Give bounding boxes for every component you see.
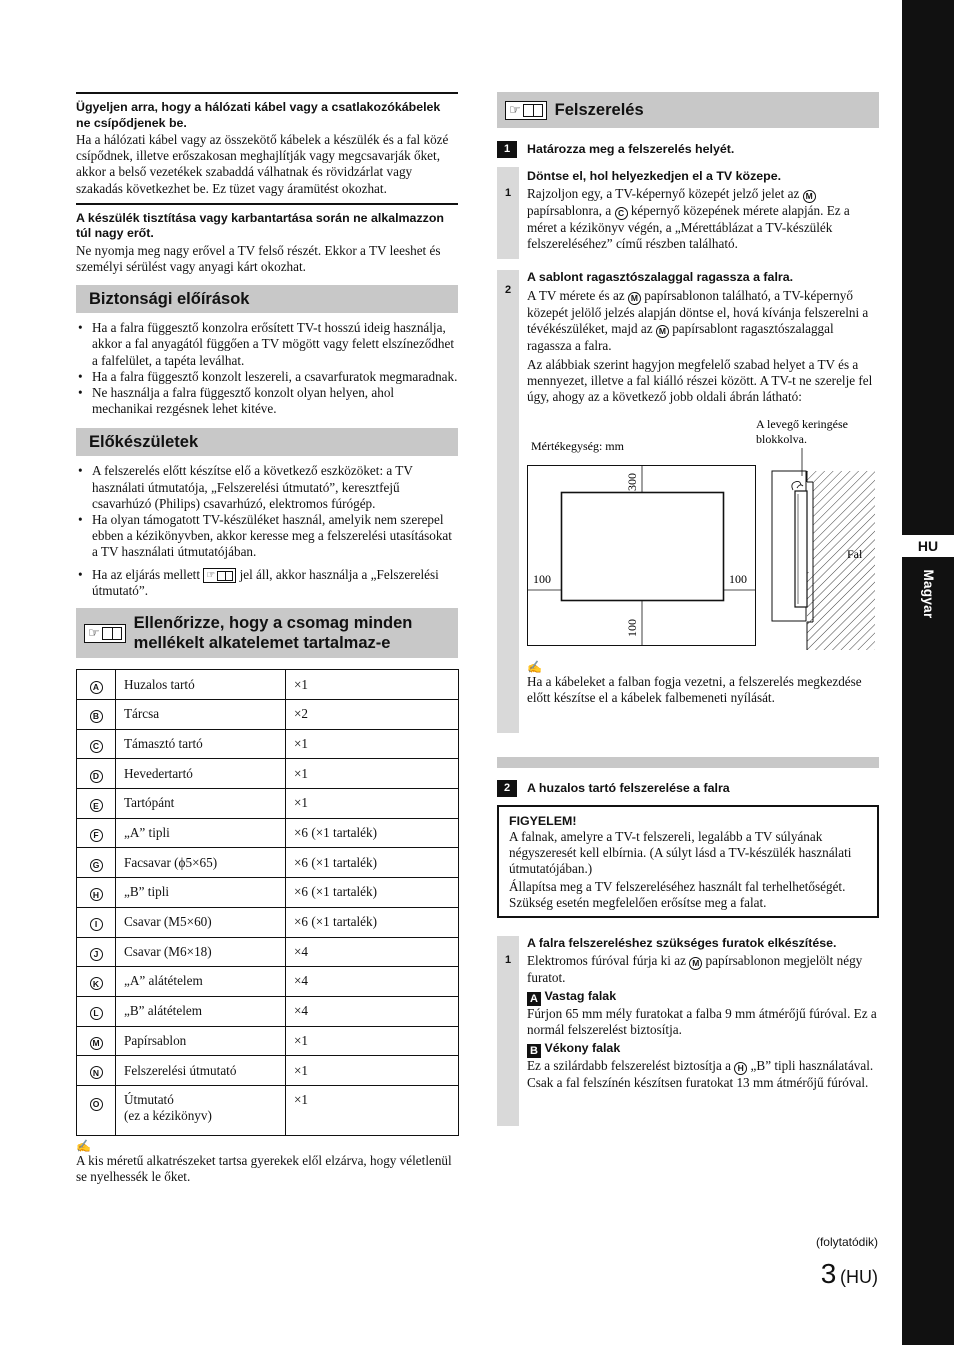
thin-wall-text: Ez a szilárdabb felszerelést biztosítja a H „B” tipli használatával. Csak a fal felszínén készítsen furatokat 13 mm átmérőjű fúróval.: [527, 1058, 874, 1091]
substep-text: A TV mérete és az M papírsablonon található, a TV-képernyő közepét jelölő jelzés alapján döntse el, hová kívánja felszerelni a tévékészüléket, majd az M papírsablont ragasztószalaggal ragassza a falra.: [527, 288, 869, 353]
part-letter: K: [77, 967, 116, 997]
part-letter: I: [77, 907, 116, 937]
part-letter: H: [77, 878, 116, 908]
part-quantity: ×1: [286, 1056, 459, 1086]
unit-label: Mértékegység: mm: [531, 438, 624, 453]
wall-label: Fal: [847, 546, 863, 561]
table-row: [77, 937, 459, 967]
table-row: [77, 848, 459, 878]
dim-right: 100: [729, 571, 747, 586]
part-letter: C: [77, 729, 116, 759]
part-quantity: ×2: [286, 700, 459, 730]
part-name: Támasztó tartó: [116, 729, 286, 759]
part-quantity: ×4: [286, 996, 459, 1026]
step-1-title: Határozza meg a felszerelés helyét.: [527, 142, 735, 156]
section-divider: [497, 757, 879, 768]
preparation-list: [76, 463, 458, 599]
continued-label: (folytatódik): [815, 1235, 878, 1249]
substep-number: 2: [504, 284, 512, 296]
part-name: „A” alátételem: [116, 967, 286, 997]
safety-heading: Biztonsági előírások: [76, 285, 458, 313]
icon-item-text-before: Ha az eljárás mellett: [92, 566, 201, 582]
thin-wall-heading: B Vékony falak: [527, 1040, 879, 1058]
list-item: • Ha a falra függesztő konzolra erősített TV-t hosszú ideig használja, akkor a fal anyagától függően a TV mögött vagy felett elszíneződhet a falfelület, a tapéta leválhat.: [76, 320, 458, 369]
cleaning-warning-body: Ne nyomja meg nagy erővel a TV felső részét. Ekkor a TV leeshet és személyi sérülést vagy anyagi kárt okozhat.: [76, 242, 441, 275]
substep-title: Döntse el, hol helyezkedjen el a TV közepe.: [527, 169, 782, 183]
part-name: Csavar (M6×18): [116, 937, 286, 967]
part-letter: L: [77, 996, 116, 1026]
part-letter: E: [77, 789, 116, 819]
clearance-text: Az alábbiak szerint hagyjon megfelelő szabad helyet a TV és a mennyezet, illetve a fal kiálló részei között. A TV-t ne szerelje fel úgy, ahogy az a következő jobb oldali ábrán látható:: [527, 356, 873, 405]
part-quantity: ×1: [286, 789, 459, 819]
part-quantity: ×6 (×1 tartalék): [286, 878, 459, 908]
part-quantity: ×4: [286, 937, 459, 967]
hand-book-icon: ☞: [84, 624, 126, 643]
installation-title: Felszerelés: [554, 101, 644, 119]
substep-text: Rajzoljon egy, a TV-képernyő közepét jelző jelet az M papírsablonra, a C képernyő közepének mérete alapján. Ez a méret a kézikönyv végén, a „Mérettáblázat a TV-készülék felszereléséhez” című részben található.: [527, 186, 850, 251]
step-2-1: [497, 936, 879, 1126]
part-letter: M: [77, 1026, 116, 1056]
icon-item-text-after: jel áll, akkor használja a „Felszerelési útmutató”.: [92, 566, 439, 599]
list-item: • Ha olyan támogatott TV-készüléket használ, amelyik nem szerepel ebben a kézikönyvben, akkor keresse meg a felszerelési utasításokat a TV használati útmutatójában.: [76, 512, 458, 561]
part-quantity: ×1: [286, 1026, 459, 1056]
safety-list: [76, 320, 458, 417]
table-row: [77, 996, 459, 1026]
part-name: Csavar (M5×60): [116, 907, 286, 937]
cleaning-warning: [76, 203, 458, 275]
table-row: [77, 818, 459, 848]
part-letter: D: [77, 759, 116, 789]
table-row: [77, 1085, 459, 1135]
part-quantity: ×4: [286, 967, 459, 997]
cable-note: Ha a kábeleket a falban fogja vezetni, a felszerelés megkezdése előtt készítse el a kábelek falbemeneti nyílását.: [527, 673, 862, 705]
part-letter: A: [77, 670, 116, 700]
step-1-header: [497, 141, 879, 158]
preparation-heading: Előkészületek: [76, 428, 458, 456]
part-name: Huzalos tartó: [116, 670, 286, 700]
cable-warning: [76, 92, 458, 197]
part-quantity: ×1: [286, 729, 459, 759]
air-label-1: A levegő keringése: [756, 416, 848, 431]
part-name: Tartópánt: [116, 789, 286, 819]
part-name: Facsavar (ϕ5×65): [116, 848, 286, 878]
check-parts-heading: [76, 608, 458, 658]
installation-heading: [497, 92, 879, 128]
part-letter: G: [77, 848, 116, 878]
table-row: [77, 789, 459, 819]
language-sidebar: [902, 0, 954, 1345]
substep-number: 1: [504, 954, 512, 967]
part-name: „A” tipli: [116, 818, 286, 848]
table-row: [77, 1026, 459, 1056]
part-quantity: ×1: [286, 670, 459, 700]
language-badge: HU: [902, 535, 954, 557]
cable-warning-title: Ügyeljen arra, hogy a hálózati kábel vagy a csatlakozókábelek ne csípődjenek be.: [76, 100, 441, 130]
air-label-2: blokkolva.: [756, 431, 807, 446]
table-row: [77, 1056, 459, 1086]
part-letter: J: [77, 937, 116, 967]
step-number: 2: [497, 780, 517, 797]
part-letter: N: [77, 1056, 116, 1086]
warning-text-2: Állapítsa meg a TV felszereléséhez használt fal terhelhetőségét. Szükség esetén megfelelően erősítse meg a falat.: [509, 878, 846, 910]
step-number: 1: [497, 141, 517, 158]
part-name: „B” tipli: [116, 878, 286, 908]
table-row: [77, 729, 459, 759]
substep-text: Elektromos fúróval fúrja ki az M papírsablonon megjelölt négy furatot.: [527, 953, 863, 985]
part-quantity: ×6 (×1 tartalék): [286, 907, 459, 937]
table-row: [77, 700, 459, 730]
parts-table: [76, 669, 459, 1136]
list-item: • Ne használja a falra függesztő konzolt olyan helyen, ahol mechanikai rezgésnek lehet kitéve.: [76, 385, 458, 417]
thick-wall-heading: A Vastag falak: [527, 988, 879, 1006]
table-row: [77, 670, 459, 700]
part-quantity: ×6 (×1 tartalék): [286, 818, 459, 848]
part-quantity: ×1: [286, 759, 459, 789]
table-row: [77, 967, 459, 997]
step-2-title: A huzalos tartó felszerelése a falra: [527, 781, 730, 795]
step-2-header: [497, 780, 879, 797]
clearance-diagram: [527, 412, 879, 656]
substep-title: A sablont ragasztószalaggal ragassza a falra.: [527, 270, 794, 284]
dim-top: 300: [625, 472, 639, 491]
part-quantity: ×1: [286, 1085, 459, 1135]
left-column: [76, 92, 458, 1185]
table-row: [77, 878, 459, 908]
part-letter: F: [77, 818, 116, 848]
part-name: Hevedertartó: [116, 759, 286, 789]
parts-note: A kis méretű alkatrészeket tartsa gyerekek elől elzárva, hogy véletlenül se nyelhessék le őket.: [76, 1152, 452, 1185]
hand-book-icon: ☞: [505, 101, 547, 120]
list-item: • Ha a falra függesztő konzolt leszereli, a csavarfuratok megmaradnak.: [76, 369, 458, 385]
part-name: „B” alátételem: [116, 996, 286, 1026]
warning-box: [497, 805, 879, 918]
part-name: Tárcsa: [116, 700, 286, 730]
part-name: Útmutató (ez a kézikönyv): [116, 1085, 286, 1135]
part-letter: O: [77, 1085, 116, 1135]
list-item: • A felszerelés előtt készítse elő a következő eszközöket: a TV használati útmutatója, „Felszerelési útmutató”, keresztfejű csavarhúzó (Philips) csavarhúzó, elektromos fúrógép.: [76, 463, 458, 512]
part-name: Papírsablon: [116, 1026, 286, 1056]
warning-text-1: A falnak, amelyre a TV-t felszereli, legalább a TV súlyának négyszeresét kell elbírnia. (A súlyt lásd a TV-készülék használati útmutatójában.): [509, 829, 852, 877]
list-item: [76, 567, 458, 600]
substep-title: A falra felszereléshez szükséges furatok elkészítése.: [527, 936, 837, 951]
warning-title: FIGYELEM!: [509, 814, 577, 828]
table-row: [77, 759, 459, 789]
check-parts-title: Ellenőrizze, hogy a csomag minden mellékelt alkatelemet tartalmaz-e: [133, 614, 413, 653]
page-number: 3 (HU): [820, 1258, 878, 1289]
hand-book-icon: ☞: [203, 568, 236, 583]
note-pencil-icon: ✍: [76, 1138, 91, 1153]
dim-left: 100: [533, 571, 551, 586]
substep-number: 1: [504, 187, 512, 199]
cable-warning-body: Ha a hálózati kábel vagy az összekötő kábelek a készülék és a fal közé csípődnek, illetve erőszakosan meghajlítják vagy megcsavarják őket, akkor a belső vezetékek szabaddá válhatnak és rövidzárlat vagy szakadás következhet be. Ez tüzet vagy áramütést okozhat.: [76, 132, 449, 196]
part-letter: B: [77, 700, 116, 730]
step-1-1: [497, 167, 879, 259]
part-name: Felszerelési útmutató: [116, 1056, 286, 1086]
step-1-2: [497, 270, 879, 733]
table-row: [77, 907, 459, 937]
thick-wall-text: Fúrjon 65 mm mély furatokat a falba 9 mm átmérőjű fúróval. Ez a normál felszerelést biztosítja.: [527, 1005, 877, 1038]
dim-bottom: 100: [625, 618, 639, 637]
right-column: [497, 92, 879, 1126]
cleaning-warning-title: A készülék tisztítása vagy karbantartása során ne alkalmazzon túl nagy erőt.: [76, 210, 444, 241]
language-label: Magyar: [921, 569, 937, 619]
note-pencil-icon: ✍: [527, 659, 542, 674]
part-quantity: ×6 (×1 tartalék): [286, 848, 459, 878]
